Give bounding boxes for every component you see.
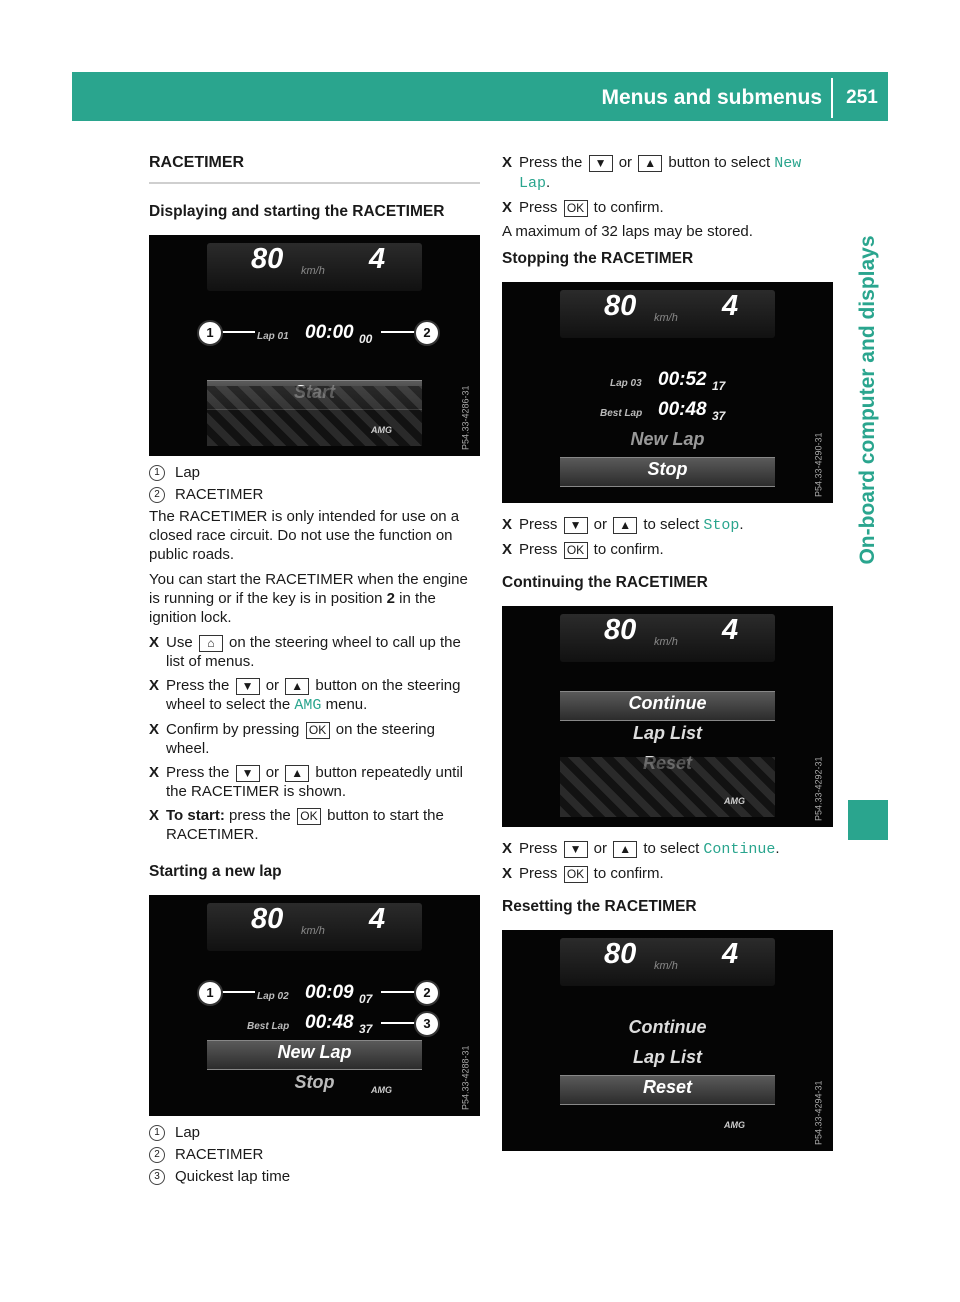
speed-value: 80 bbox=[251, 243, 284, 275]
legend-item: 1 Lap bbox=[149, 463, 480, 482]
menu-lap-list: Lap List bbox=[632, 1047, 702, 1067]
callout-2: 2 bbox=[414, 320, 440, 346]
amg-logo: AMG bbox=[724, 796, 745, 806]
step-1: X Use ⌂ on the steering wheel to call up the list of menus. bbox=[149, 634, 461, 670]
paragraph-ignition: You can start the RACETIMER when the engine is running or if the key is in position 2 in the ignition lock. bbox=[149, 571, 468, 626]
step-confirm: X Press OK to confirm. bbox=[502, 199, 664, 216]
right-column bbox=[502, 153, 833, 1151]
up-key-icon: ▲ bbox=[613, 517, 637, 534]
menu-stop: Stop bbox=[294, 1072, 335, 1092]
legend-item: 2 RACETIMER bbox=[149, 1145, 480, 1164]
image-code: P54.33-4294-31 bbox=[814, 1080, 824, 1145]
subheading-reset: Resetting the RACETIMER bbox=[502, 898, 697, 915]
legend-item: 2 RACETIMER bbox=[149, 485, 480, 504]
display-image-continue bbox=[502, 606, 833, 827]
step-confirm: X Press OK to confirm. bbox=[502, 541, 664, 558]
down-key-icon: ▼ bbox=[236, 678, 260, 695]
step-select-new-lap: X Press the ▼ or ▲ button to select New Lap. bbox=[502, 154, 802, 192]
side-color-marker bbox=[848, 800, 888, 840]
best-lap-hundredths: 37 bbox=[359, 1022, 373, 1036]
ok-key-icon: OK bbox=[306, 722, 330, 739]
callout-1: 1 bbox=[197, 980, 223, 1006]
best-lap-hundredths: 37 bbox=[712, 409, 726, 423]
header-divider bbox=[831, 78, 833, 118]
callout-line-3 bbox=[381, 1022, 417, 1024]
display-image-reset bbox=[502, 930, 833, 1151]
step-4: X Press the ▼ or ▲ button repeatedly until the RACETIMER is shown. bbox=[149, 764, 463, 800]
callout-line-1 bbox=[219, 991, 255, 993]
home-key-icon: ⌂ bbox=[199, 635, 223, 652]
up-key-icon: ▲ bbox=[638, 155, 662, 172]
gear-value: 4 bbox=[369, 243, 386, 275]
lap-label: Lap 03 bbox=[610, 378, 642, 389]
speed-value: 80 bbox=[604, 938, 637, 970]
image-code: P54.33-4292-31 bbox=[814, 756, 824, 821]
page-number: 251 bbox=[846, 87, 878, 108]
step-select-continue: X Press ▼ or ▲ to select Continue. bbox=[502, 840, 780, 858]
gear-value: 4 bbox=[722, 938, 739, 970]
step-confirm: X Press OK to confirm. bbox=[502, 865, 664, 882]
down-key-icon: ▼ bbox=[589, 155, 613, 172]
image-code: P54.33-4290-31 bbox=[814, 432, 824, 497]
menu-continue: Continue bbox=[628, 693, 707, 713]
display-image-start bbox=[149, 235, 480, 456]
amg-logo: AMG bbox=[371, 425, 392, 435]
speed-unit: km/h bbox=[301, 925, 325, 937]
paragraph-warning: The RACETIMER is only intended for use on a closed race circuit. Do not use the function on public roads. bbox=[149, 508, 460, 563]
step-3: X Confirm by pressing OK on the steering wheel. bbox=[149, 721, 435, 757]
display-image-new-lap bbox=[149, 895, 480, 1116]
up-key-icon: ▲ bbox=[285, 678, 309, 695]
subheading-new-lap: Starting a new lap bbox=[149, 863, 282, 880]
side-chapter-tab: On-board computer and displays bbox=[856, 235, 879, 565]
speed-value: 80 bbox=[251, 903, 284, 935]
speed-unit: km/h bbox=[654, 312, 678, 324]
speed-value: 80 bbox=[604, 290, 637, 322]
lap-time: 00:09 bbox=[305, 982, 354, 1003]
subheading-display-start: Displaying and starting the RACETIMER bbox=[149, 203, 445, 220]
legend-item: 1 Lap bbox=[149, 1123, 480, 1142]
image-code: P54.33-4288-31 bbox=[461, 1045, 471, 1110]
step-5: X To start: press the OK button to start the RACETIMER. bbox=[149, 807, 444, 843]
up-key-icon: ▲ bbox=[613, 841, 637, 858]
lap-label: Lap 02 bbox=[257, 991, 289, 1002]
callout-line-2 bbox=[381, 331, 417, 333]
callout-line-1 bbox=[219, 331, 255, 333]
gear-value: 4 bbox=[722, 614, 739, 646]
lap-time-hundredths: 17 bbox=[712, 379, 726, 393]
up-key-icon: ▲ bbox=[285, 765, 309, 782]
down-key-icon: ▼ bbox=[236, 765, 260, 782]
lap-label: Lap 01 bbox=[257, 331, 289, 342]
speed-unit: km/h bbox=[654, 636, 678, 648]
left-column bbox=[149, 153, 480, 1189]
ok-key-icon: OK bbox=[564, 200, 588, 217]
best-lap-label: Best Lap bbox=[247, 1021, 290, 1032]
menu-new-lap: New Lap bbox=[277, 1042, 352, 1062]
ok-key-icon: OK bbox=[564, 542, 588, 559]
ok-key-icon: OK bbox=[564, 866, 588, 883]
menu-stop: Stop bbox=[647, 459, 688, 479]
subheading-continue: Continuing the RACETIMER bbox=[502, 574, 708, 591]
menu-continue: Continue bbox=[628, 1017, 707, 1037]
gear-value: 4 bbox=[722, 290, 739, 322]
paragraph-max-laps: A maximum of 32 laps may be stored. bbox=[502, 223, 753, 240]
lap-time: 00:00 bbox=[305, 322, 354, 343]
legend-item: 3 Quickest lap time bbox=[149, 1167, 480, 1186]
step-select-stop: X Press ▼ or ▲ to select Stop. bbox=[502, 516, 744, 534]
callout-2: 2 bbox=[414, 980, 440, 1006]
down-key-icon: ▼ bbox=[564, 841, 588, 858]
best-lap-time: 00:48 bbox=[658, 399, 707, 420]
callout-1: 1 bbox=[197, 320, 223, 346]
menu-new-lap: New Lap bbox=[630, 429, 705, 449]
step-2: X Press the ▼ or ▲ button on the steering wheel to select the AMG menu. bbox=[149, 677, 461, 714]
best-lap-label: Best Lap bbox=[600, 408, 643, 419]
lap-time-hundredths: 07 bbox=[359, 992, 373, 1006]
gear-value: 4 bbox=[369, 903, 386, 935]
speed-unit: km/h bbox=[654, 960, 678, 972]
menu-reset: Reset bbox=[642, 1077, 693, 1097]
section-title: RACETIMER bbox=[149, 153, 480, 184]
menu-lap-list: Lap List bbox=[632, 723, 702, 743]
speed-value: 80 bbox=[604, 614, 637, 646]
display-image-stop bbox=[502, 282, 833, 503]
lap-time: 00:52 bbox=[658, 369, 707, 390]
image-code: P54.33-4286-31 bbox=[461, 385, 471, 450]
page-section-title: Menus and submenus bbox=[601, 86, 822, 109]
down-key-icon: ▼ bbox=[564, 517, 588, 534]
speed-unit: km/h bbox=[301, 265, 325, 277]
callout-line-2 bbox=[381, 991, 417, 993]
amg-logo: AMG bbox=[371, 1085, 392, 1095]
ok-key-icon: OK bbox=[297, 808, 321, 825]
best-lap-time: 00:48 bbox=[305, 1012, 354, 1033]
callout-3: 3 bbox=[414, 1011, 440, 1037]
amg-logo: AMG bbox=[724, 1120, 745, 1130]
lap-time-hundredths: 00 bbox=[359, 332, 373, 346]
subheading-stop: Stopping the RACETIMER bbox=[502, 250, 694, 267]
